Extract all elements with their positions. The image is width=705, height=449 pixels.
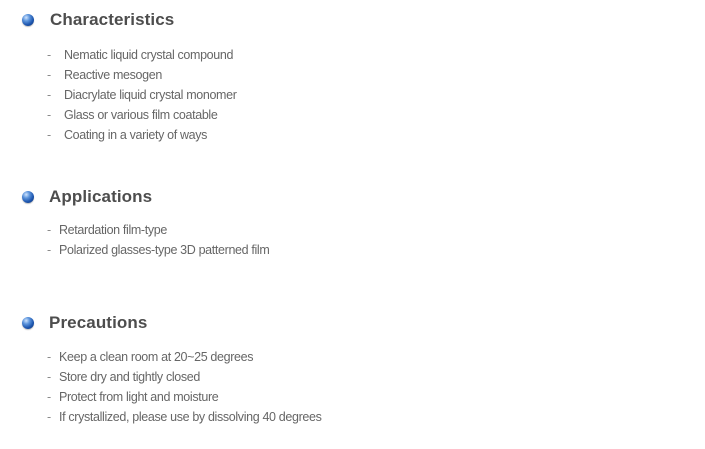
characteristics-list — [47, 45, 237, 145]
list-dash: - — [47, 243, 51, 257]
list-item: - Protect from light and moisture — [47, 387, 322, 407]
list-dash: - — [47, 223, 51, 237]
list-dash: - — [47, 88, 51, 102]
applications-list — [47, 220, 269, 260]
list-item: - Store dry and tightly closed — [47, 367, 322, 387]
list-dash: - — [47, 370, 51, 384]
precautions-title: Precautions — [49, 313, 148, 332]
applications-heading — [22, 187, 152, 207]
blue-sphere-bullet-icon — [22, 317, 34, 329]
list-dash: - — [47, 128, 51, 142]
list-item: - Reactive mesogen — [47, 65, 237, 85]
list-dash: - — [47, 390, 51, 404]
precautions-heading — [22, 313, 147, 333]
list-item: - Coating in a variety of ways — [47, 125, 237, 145]
list-dash: - — [47, 410, 51, 424]
list-dash: - — [47, 48, 51, 62]
blue-sphere-bullet-icon — [22, 14, 34, 26]
list-item: - If crystallized, please use by dissolving 40 degrees — [47, 407, 322, 427]
list-dash: - — [47, 350, 51, 364]
characteristics-title: Characteristics — [50, 10, 175, 29]
list-item: - Diacrylate liquid crystal monomer — [47, 85, 237, 105]
applications-title: Applications — [49, 187, 153, 206]
list-item: - Nematic liquid crystal compound — [47, 45, 237, 65]
blue-sphere-bullet-icon — [22, 191, 34, 203]
list-item: - Polarized glasses-type 3D patterned film — [47, 240, 269, 260]
list-item: - Keep a clean room at 20~25 degrees — [47, 347, 322, 367]
list-dash: - — [47, 108, 51, 122]
list-item: - Glass or various film coatable — [47, 105, 237, 125]
list-dash: - — [47, 68, 51, 82]
precautions-list — [47, 347, 322, 427]
characteristics-heading — [22, 10, 174, 30]
list-item: - Retardation film-type — [47, 220, 269, 240]
